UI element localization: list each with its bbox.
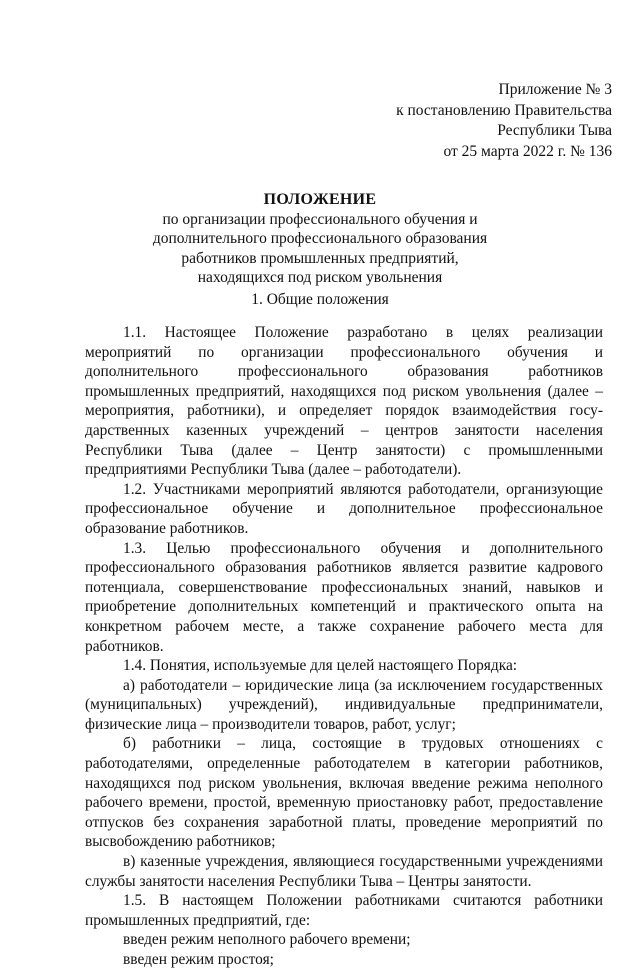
document-title: ПОЛОЖЕНИЕ xyxy=(263,191,377,208)
document-subtitle-line: находящихся под риском увольнения xyxy=(197,269,443,286)
document-subtitle-line: работников промышленных предприятий, xyxy=(181,249,459,267)
paragraph-1-5: 1.5. В настоящем Положении работниками считаются работники промышленных предприятий, где: xyxy=(85,892,603,929)
list-item: введен режим простоя; xyxy=(123,951,274,968)
paragraph-1-4-v: в) казенные учреждения, являющиеся государственными учреждениями службы занятости населения Республики Тыва – Центры занятости. xyxy=(85,853,603,890)
paragraph-1-4-a: а) работодатели – юридические лица (за исключением государственных (муниципальных) учреждений), индивидуальные предприниматели, физические лица – производители товаров, работ, услуг; xyxy=(85,676,603,733)
paragraph-1-3: 1.3. Целью профессионального обучения и дополнительного профессионального образования работников является развитие кадрового потенциала, совершенствование профессиональных знаний, навыков и приобретение дополнительных компетенций и практического опыта на конкретном рабочем месте, а также сохранение рабочего места для работников. xyxy=(85,539,603,655)
document-title-block xyxy=(70,190,570,288)
appendix-header xyxy=(360,80,612,162)
paragraph-1-1: 1.1. Настоящее Положение разработано в целях реализации мероприятий по организации профессионального обучения и дополнительного профессионального образования работников промышленных предприятий, находящихся под риском увольнения (далее – мероприятия, работники), и определяет порядок взаимодействия государственных казенных учреждений – центров занятости населения Республики Тыва (далее – Центр занятости) с промышленными предприятиями Республики Тыва (далее – работодатели). xyxy=(85,324,603,479)
document-body xyxy=(85,323,603,970)
appendix-number: Приложение № 3 xyxy=(498,81,612,98)
appendix-reference: к постановлению Правительства xyxy=(396,101,612,119)
appendix-authority: Республики Тыва xyxy=(497,122,612,139)
paragraph-1-4: 1.4. Понятия, используемые для целей настоящего Порядка: xyxy=(123,657,518,675)
paragraph-1-2: 1.2. Участниками мероприятий являются работодатели, организующие профессиональное обучение и дополнительное профессиональное образование работников. xyxy=(85,480,603,537)
list-item: введен режим неполного рабочего времени; xyxy=(123,931,411,949)
document-subtitle-line: дополнительного профессионального образования xyxy=(152,230,488,247)
document-subtitle-line: по организации профессионального обучения и xyxy=(162,210,478,228)
section-heading: 1. Общие положения xyxy=(251,291,389,308)
paragraph-1-4-b: б) работники – лица, состоящие в трудовых отношениях с работодателями, определенные работодателем в категории работников, находящихся под риском увольнения, включая введение режима неполного рабочего времени, простой, временную приостановку работ, предоставление отпусков без сохранения заработной платы, проведение мероприятий по высвобождению работников; xyxy=(85,735,603,851)
appendix-date: от 25 марта 2022 г. № 136 xyxy=(443,142,612,160)
